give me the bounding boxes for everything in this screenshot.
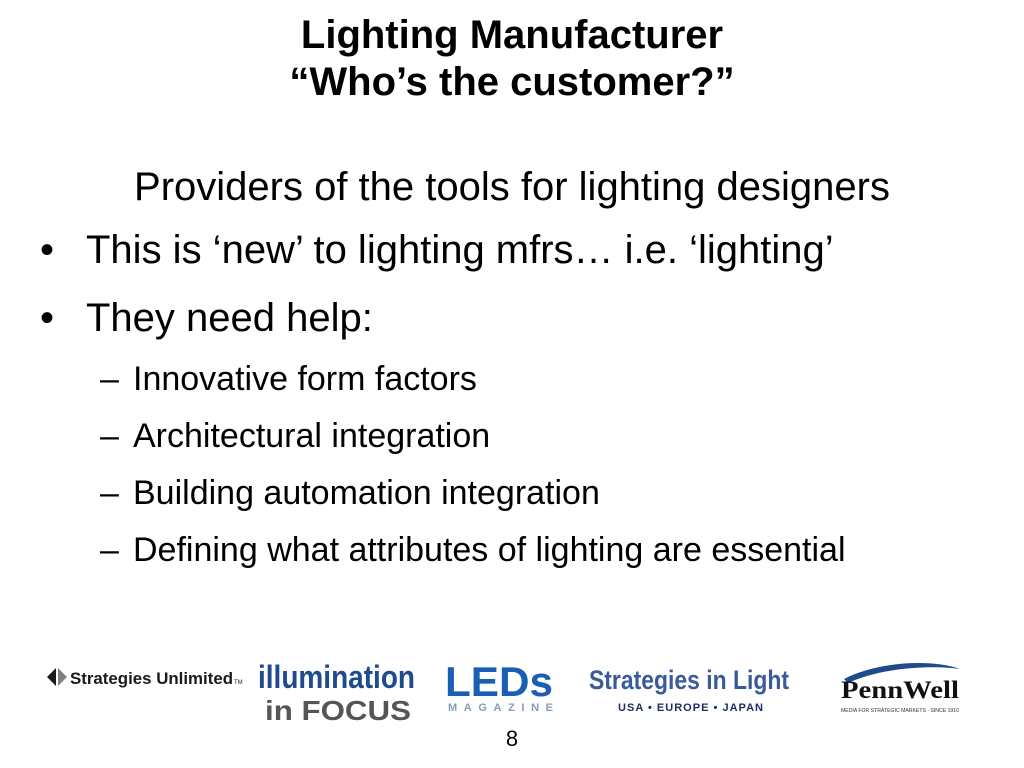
title-line-2: “Who’s the customer?”	[289, 60, 735, 104]
sub-bullet-dash: –	[100, 360, 119, 398]
bullet-text: This is ‘new’ to lighting mfrs… i.e. ‘lighting’	[86, 228, 834, 272]
magazine-text: MAGAZINE	[448, 702, 553, 714]
illumination-text: illumination	[258, 659, 415, 695]
strategies-unlimited-logo	[45, 663, 245, 693]
strategies-in-light-text: Strategies in Light	[589, 665, 790, 695]
leds-text: LEDs	[445, 658, 553, 705]
bullet-text: They need help:	[86, 296, 373, 340]
in-focus-text: in FOCUS	[265, 695, 411, 726]
sub-bullet-dash: –	[100, 474, 119, 512]
sub-bullet-item	[100, 359, 477, 399]
sub-bullet-text: Innovative form factors	[133, 360, 477, 398]
pennwell-logo	[838, 659, 968, 719]
sub-bullet-text: Building automation integration	[133, 474, 600, 512]
title-line-1: Lighting Manufacturer	[300, 13, 724, 57]
bullet-dot: •	[40, 296, 55, 340]
pennwell-tagline: MEDIA FOR STRATEGIC MARKETS · SINCE 1910	[841, 708, 959, 714]
slide-title	[0, 12, 1024, 106]
sub-bullet-item	[100, 473, 600, 513]
sub-bullet-item	[100, 530, 846, 570]
trademark-mark: TM	[234, 680, 243, 686]
sub-bullet-dash: –	[100, 531, 119, 569]
intro-text: Providers of the tools for lighting designers	[134, 165, 890, 209]
bullet-dot: •	[40, 228, 55, 272]
illumination-in-focus-logo	[257, 658, 417, 724]
page-number: 8	[505, 726, 519, 751]
strategies-unlimited-text: Strategies Unlimited	[70, 669, 233, 688]
sub-bullet-text: Architectural integration	[133, 417, 491, 455]
sub-bullet-item	[100, 416, 490, 456]
sponsor-logos	[0, 655, 1024, 725]
sub-bullet-dash: –	[100, 417, 119, 455]
pennwell-text: PennWell	[841, 677, 960, 704]
bullet-item	[40, 294, 373, 342]
leds-magazine-logo	[444, 659, 559, 715]
strategies-in-light-regions: USA • EUROPE • JAPAN	[618, 702, 763, 714]
bullet-item	[40, 226, 834, 274]
sub-bullet-text: Defining what attributes of lighting are essential	[133, 531, 846, 569]
strategies-in-light-logo	[588, 661, 793, 716]
